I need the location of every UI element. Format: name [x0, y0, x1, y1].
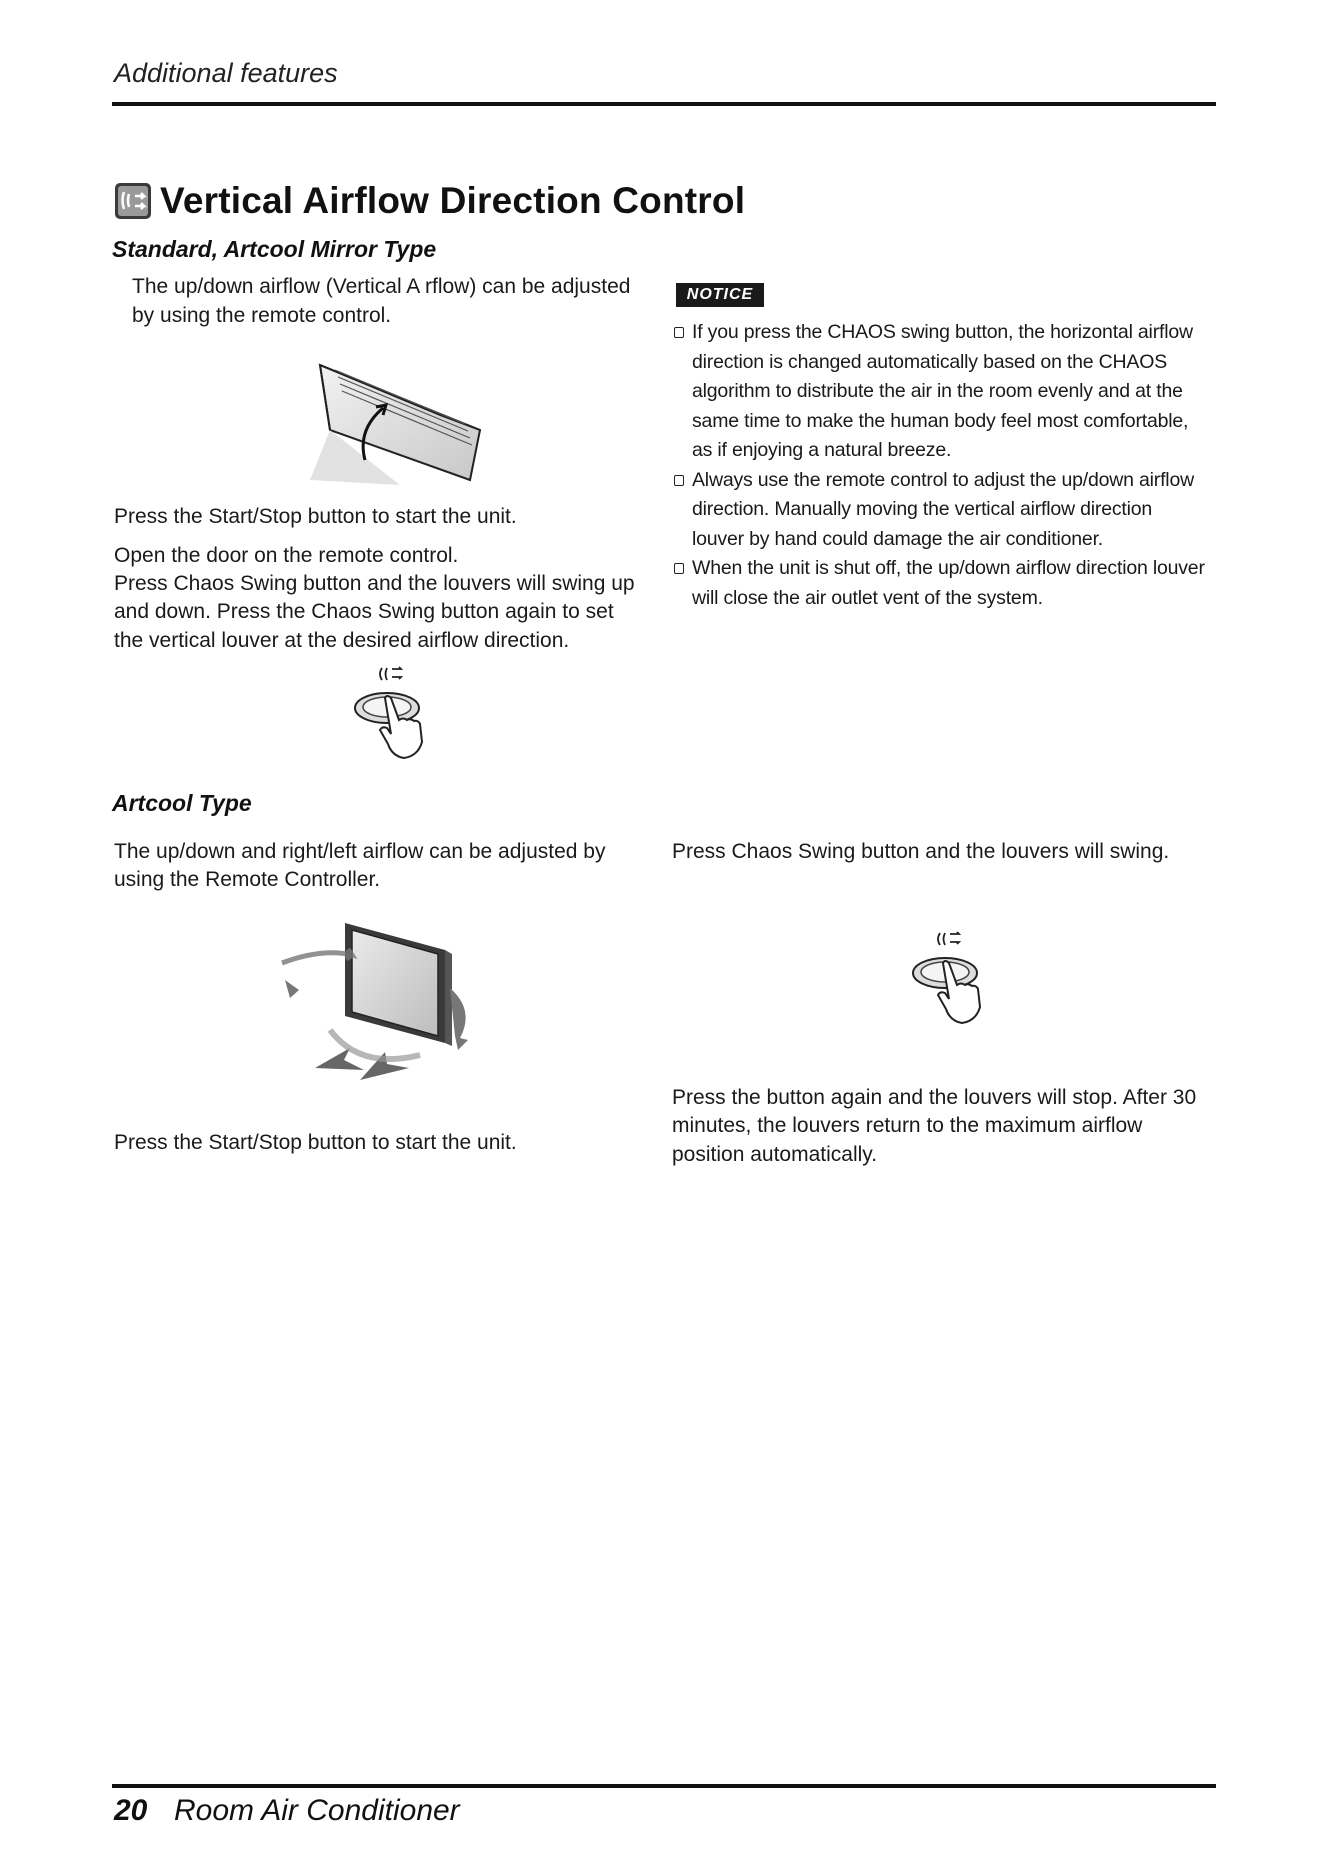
artcool-unit-illustration	[270, 918, 480, 1103]
document-title: Room Air Conditioner	[174, 1794, 460, 1827]
standard-step1: Press the Start/Stop button to start the unit.	[114, 505, 517, 528]
artcool-swing-text: Press Chaos Swing button and the louvers will swing.	[672, 840, 1170, 863]
artcool-stop-line3: position automatically.	[672, 1143, 878, 1166]
notice-item: If you press the CHAOS swing button, the horizontal airflow direction is changed automatically based on the CHAOS algorithm to distribute the air in the room evenly and at the same time to make the human body feel most comfortable, as if enjoying a natural breeze.	[674, 318, 1222, 466]
standard-step3-line1: Press Chaos Swing button and the louvers will swing up	[114, 572, 635, 595]
artcool-stop-line1: Press the button again and the louvers will stop. After 30	[672, 1086, 1197, 1109]
artcool-heading: Artcool Type	[112, 790, 252, 816]
artcool-intro-line1: The up/down and right/left airflow can be adjusted by	[114, 840, 606, 863]
artcool-step1: Press the Start/Stop button to start the unit.	[114, 1131, 517, 1154]
page-number: 20	[114, 1794, 148, 1827]
notice-list	[674, 318, 1222, 613]
artcool-intro-line2: using the Remote Controller.	[114, 868, 381, 891]
checkbox-bullet-icon	[674, 327, 684, 338]
notice-item: Always use the remote control to adjust the up/down airflow direction. Manually moving the vertical airflow direction louver by hand could damage the air conditioner.	[674, 466, 1222, 555]
chaos-swing-button-press-icon	[345, 660, 445, 760]
standard-step3-line2: and down. Press the Chaos Swing button again to set	[114, 600, 614, 623]
section-title: Vertical Airflow Direction Control	[160, 180, 746, 221]
standard-intro-line2: by using the remote control.	[132, 304, 392, 327]
standard-heading: Standard, Artcool Mirror Type	[112, 236, 437, 262]
notice-badge: NOTICE	[676, 283, 764, 307]
standard-intro-line1: The up/down airflow (Vertical A rflow) can be adjusted	[132, 275, 631, 298]
artcool-stop-line2: minutes, the louvers return to the maximum airflow	[672, 1114, 1143, 1137]
swing-icon	[114, 182, 152, 220]
standard-step3-line3: the vertical louver at the desired airflow direction.	[114, 629, 570, 652]
footer-rule	[112, 1784, 1216, 1788]
chaos-swing-button-press-icon	[903, 925, 1003, 1025]
checkbox-bullet-icon	[674, 563, 684, 574]
header-rule	[112, 102, 1216, 106]
wall-unit-illustration	[290, 350, 490, 490]
standard-step2: Open the door on the remote control.	[114, 544, 459, 567]
notice-item: When the unit is shut off, the up/down airflow direction louver will close the air outlet vent of the system.	[674, 554, 1222, 613]
checkbox-bullet-icon	[674, 475, 684, 486]
header-section-title: Additional features	[114, 58, 338, 88]
section-title-row	[114, 180, 745, 222]
